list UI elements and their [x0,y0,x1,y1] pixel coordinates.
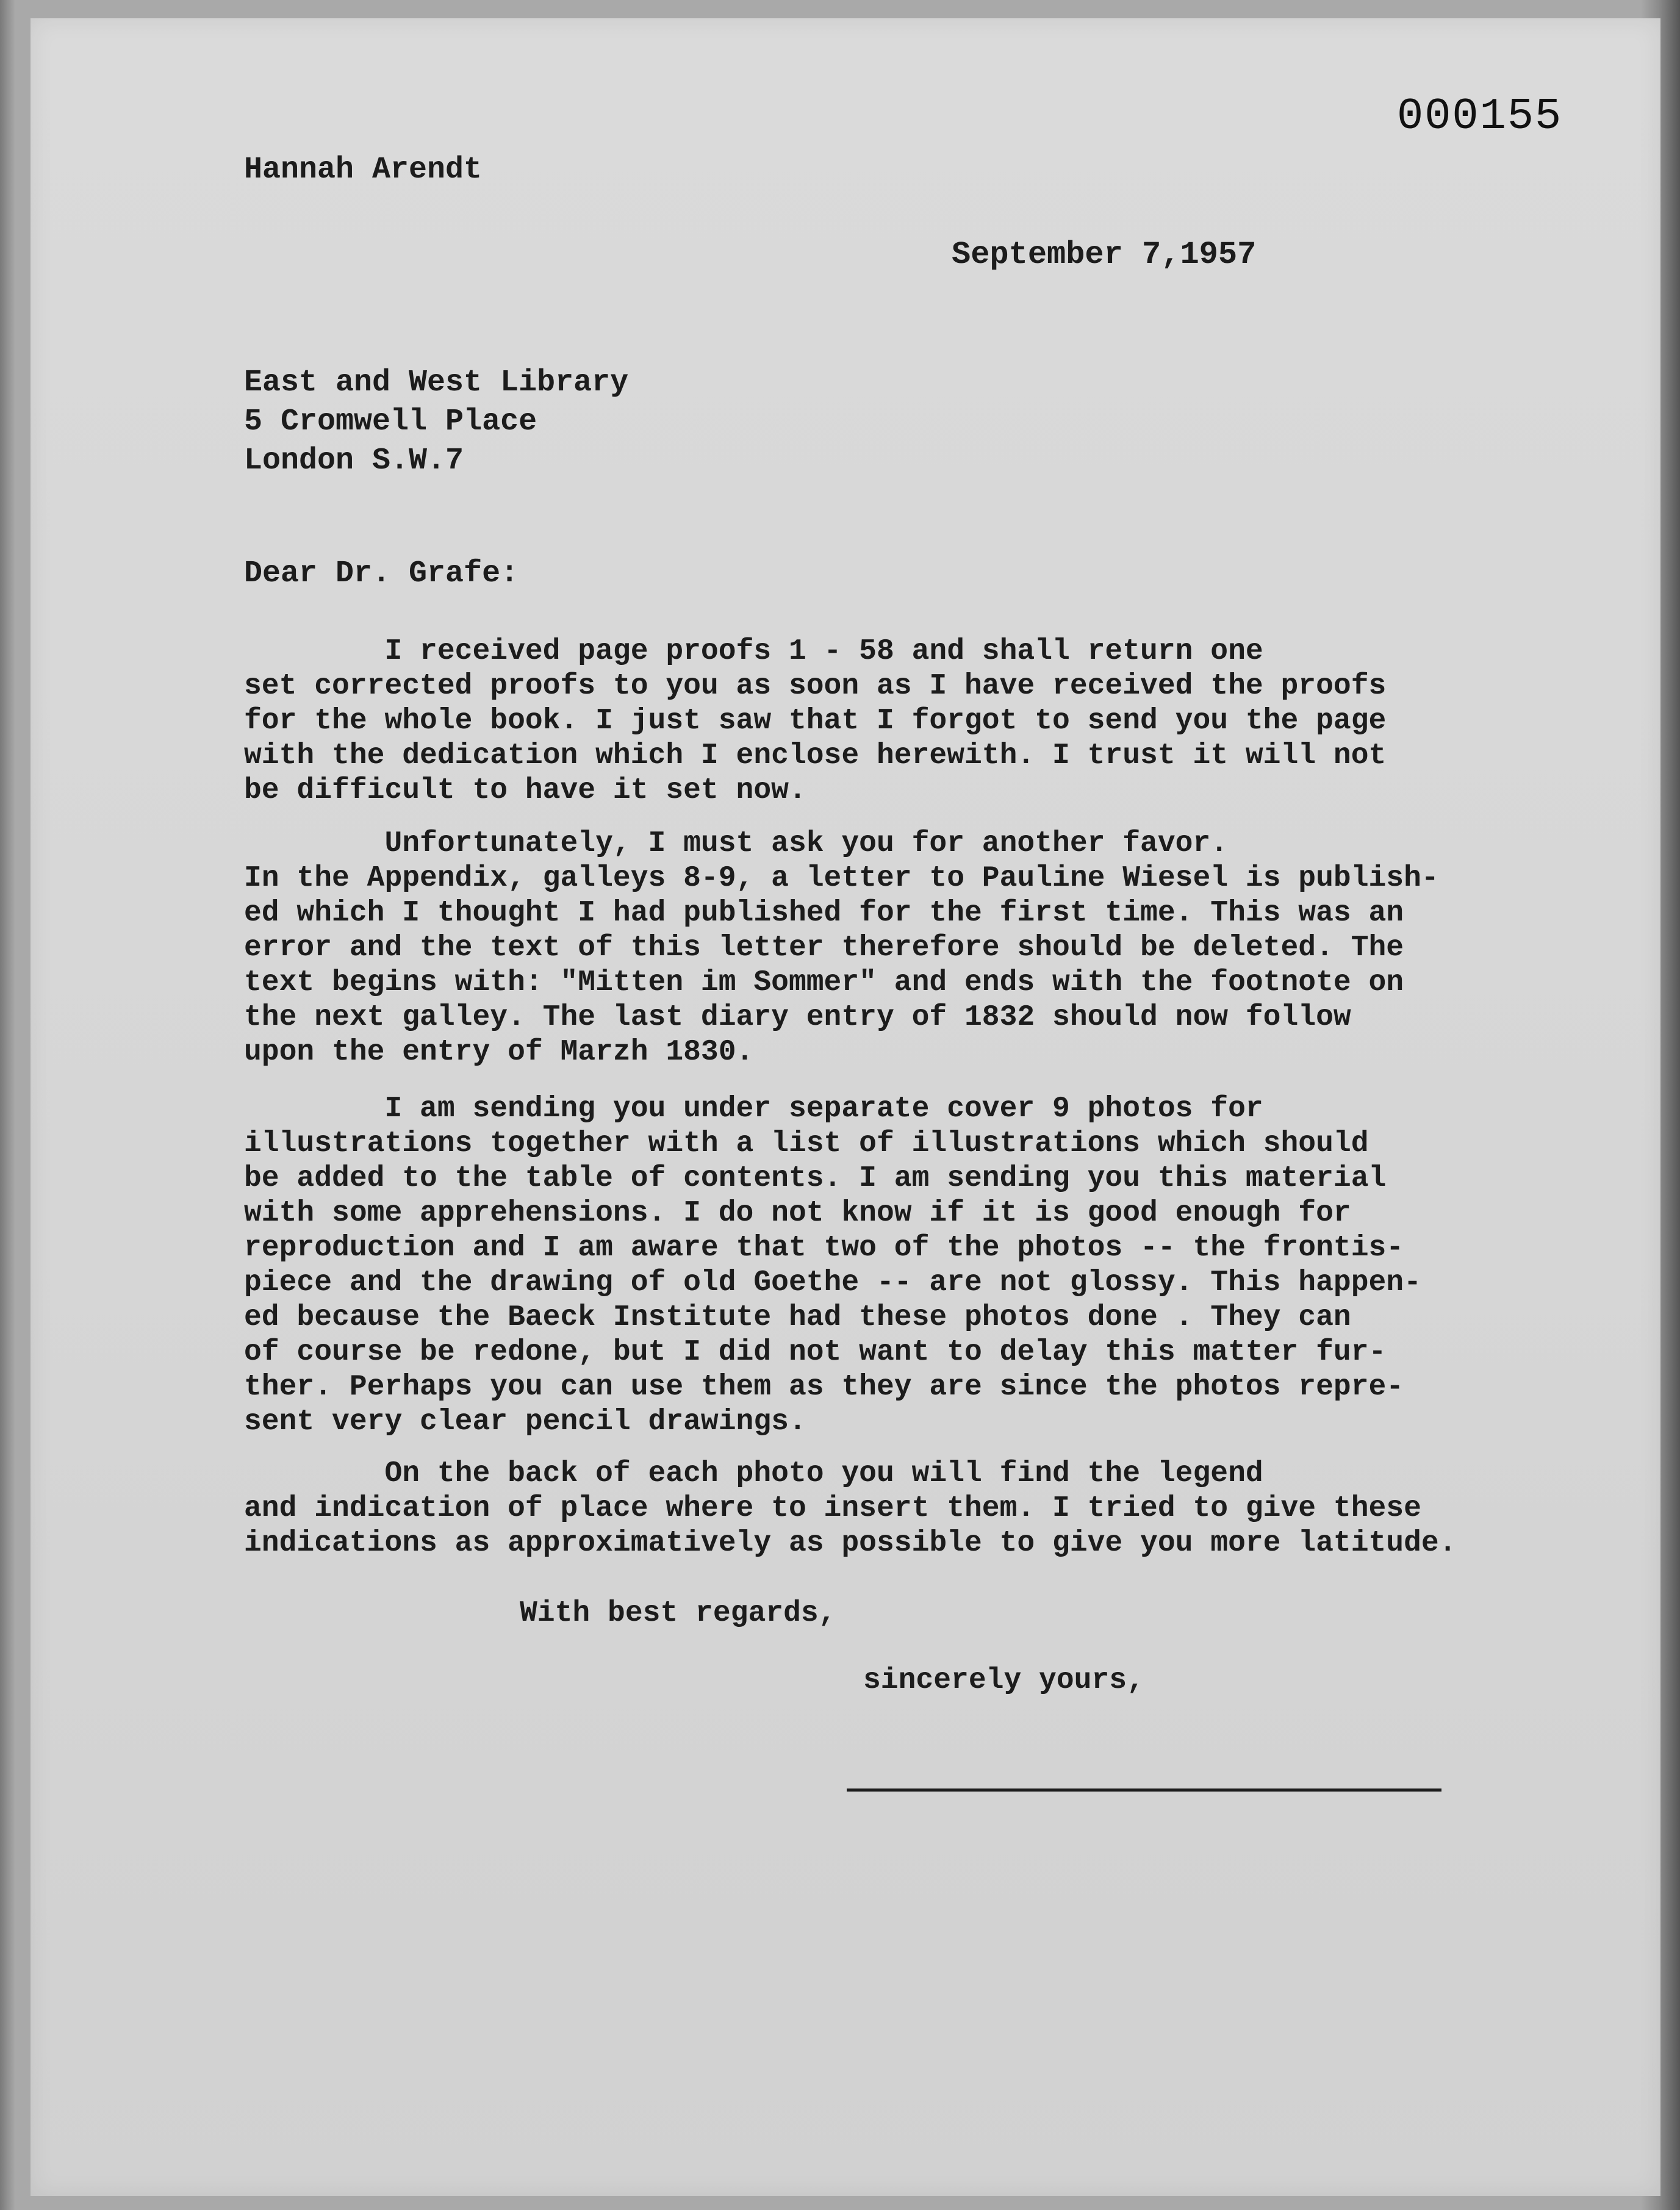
recipient-address [244,364,628,481]
paragraph-line: of course be redone, but I did not want to delay this matter fur- [244,1336,1387,1369]
archive-page-number: 000155 [1397,91,1563,142]
address-line: London S.W.7 [244,443,464,478]
paragraph-line: be added to the table of contents. I am sending you this material [244,1162,1387,1195]
address-line: 5 Cromwell Place [244,404,537,439]
body-paragraph [244,827,1574,1070]
paragraph-line: with the dedication which I enclose herewith. I trust it will not [244,739,1387,772]
valediction: sincerely yours, [863,1664,1144,1697]
body-paragraph [244,1092,1574,1440]
paragraph-line: ther. Perhaps you can use them as they are since the photos repre- [244,1371,1404,1404]
salutation: Dear Dr. Grafe: [244,556,519,591]
paragraph-line: Unfortunately, I must ask you for another favor. [244,827,1229,860]
paragraph-line: ed which I thought I had published for the first time. This was an [244,897,1404,930]
paragraph-line: and indication of place where to insert them. I tried to give these [244,1492,1421,1525]
paragraph-line: illustrations together with a list of illustrations which should [244,1127,1369,1160]
paragraph-line: with some apprehensions. I do not know if it is good enough for [244,1197,1351,1230]
sender-name: Hannah Arendt [244,152,483,187]
paragraph-line: I received page proofs 1 - 58 and shall return one [244,635,1263,668]
body-paragraph [244,634,1574,808]
paragraph-line: sent very clear pencil drawings. [244,1405,806,1438]
paragraph-line: set corrected proofs to you as soon as I have received the proofs [244,670,1387,703]
address-line: East and West Library [244,365,629,400]
paragraph-line: text begins with: "Mitten im Sommer" and ends with the footnote on [244,966,1404,999]
paragraph-line: On the back of each photo you will find the legend [244,1457,1263,1490]
paragraph-line: ed because the Baeck Institute had these photos done . They can [244,1301,1351,1334]
paragraph-line: error and the text of this letter therefore should be deleted. The [244,931,1404,964]
paragraph-line: In the Appendix, galleys 8-9, a letter to Pauline Wiesel is publish- [244,862,1439,895]
letter-date: September 7,1957 [952,237,1257,273]
paragraph-line: upon the entry of Marzh 1830. [244,1036,754,1069]
body-paragraph [244,1457,1574,1561]
paragraph-line: indications as approximatively as possible to give you more latitude. [244,1527,1457,1560]
paragraph-line: I am sending you under separate cover 9 photos for [244,1092,1263,1125]
signature-line [847,1788,1441,1792]
paragraph-line: reproduction and I am aware that two of the photos -- the frontis- [244,1232,1404,1265]
paragraph-line: piece and the drawing of old Goethe -- are not glossy. This happen- [244,1266,1421,1299]
closing-line: With best regards, [520,1597,836,1630]
paragraph-line: for the whole book. I just saw that I forgot to send you the page [244,705,1387,737]
paragraph-line: the next galley. The last diary entry of 1832 should now follow [244,1001,1351,1034]
paragraph-line: be difficult to have it set now. [244,774,806,807]
